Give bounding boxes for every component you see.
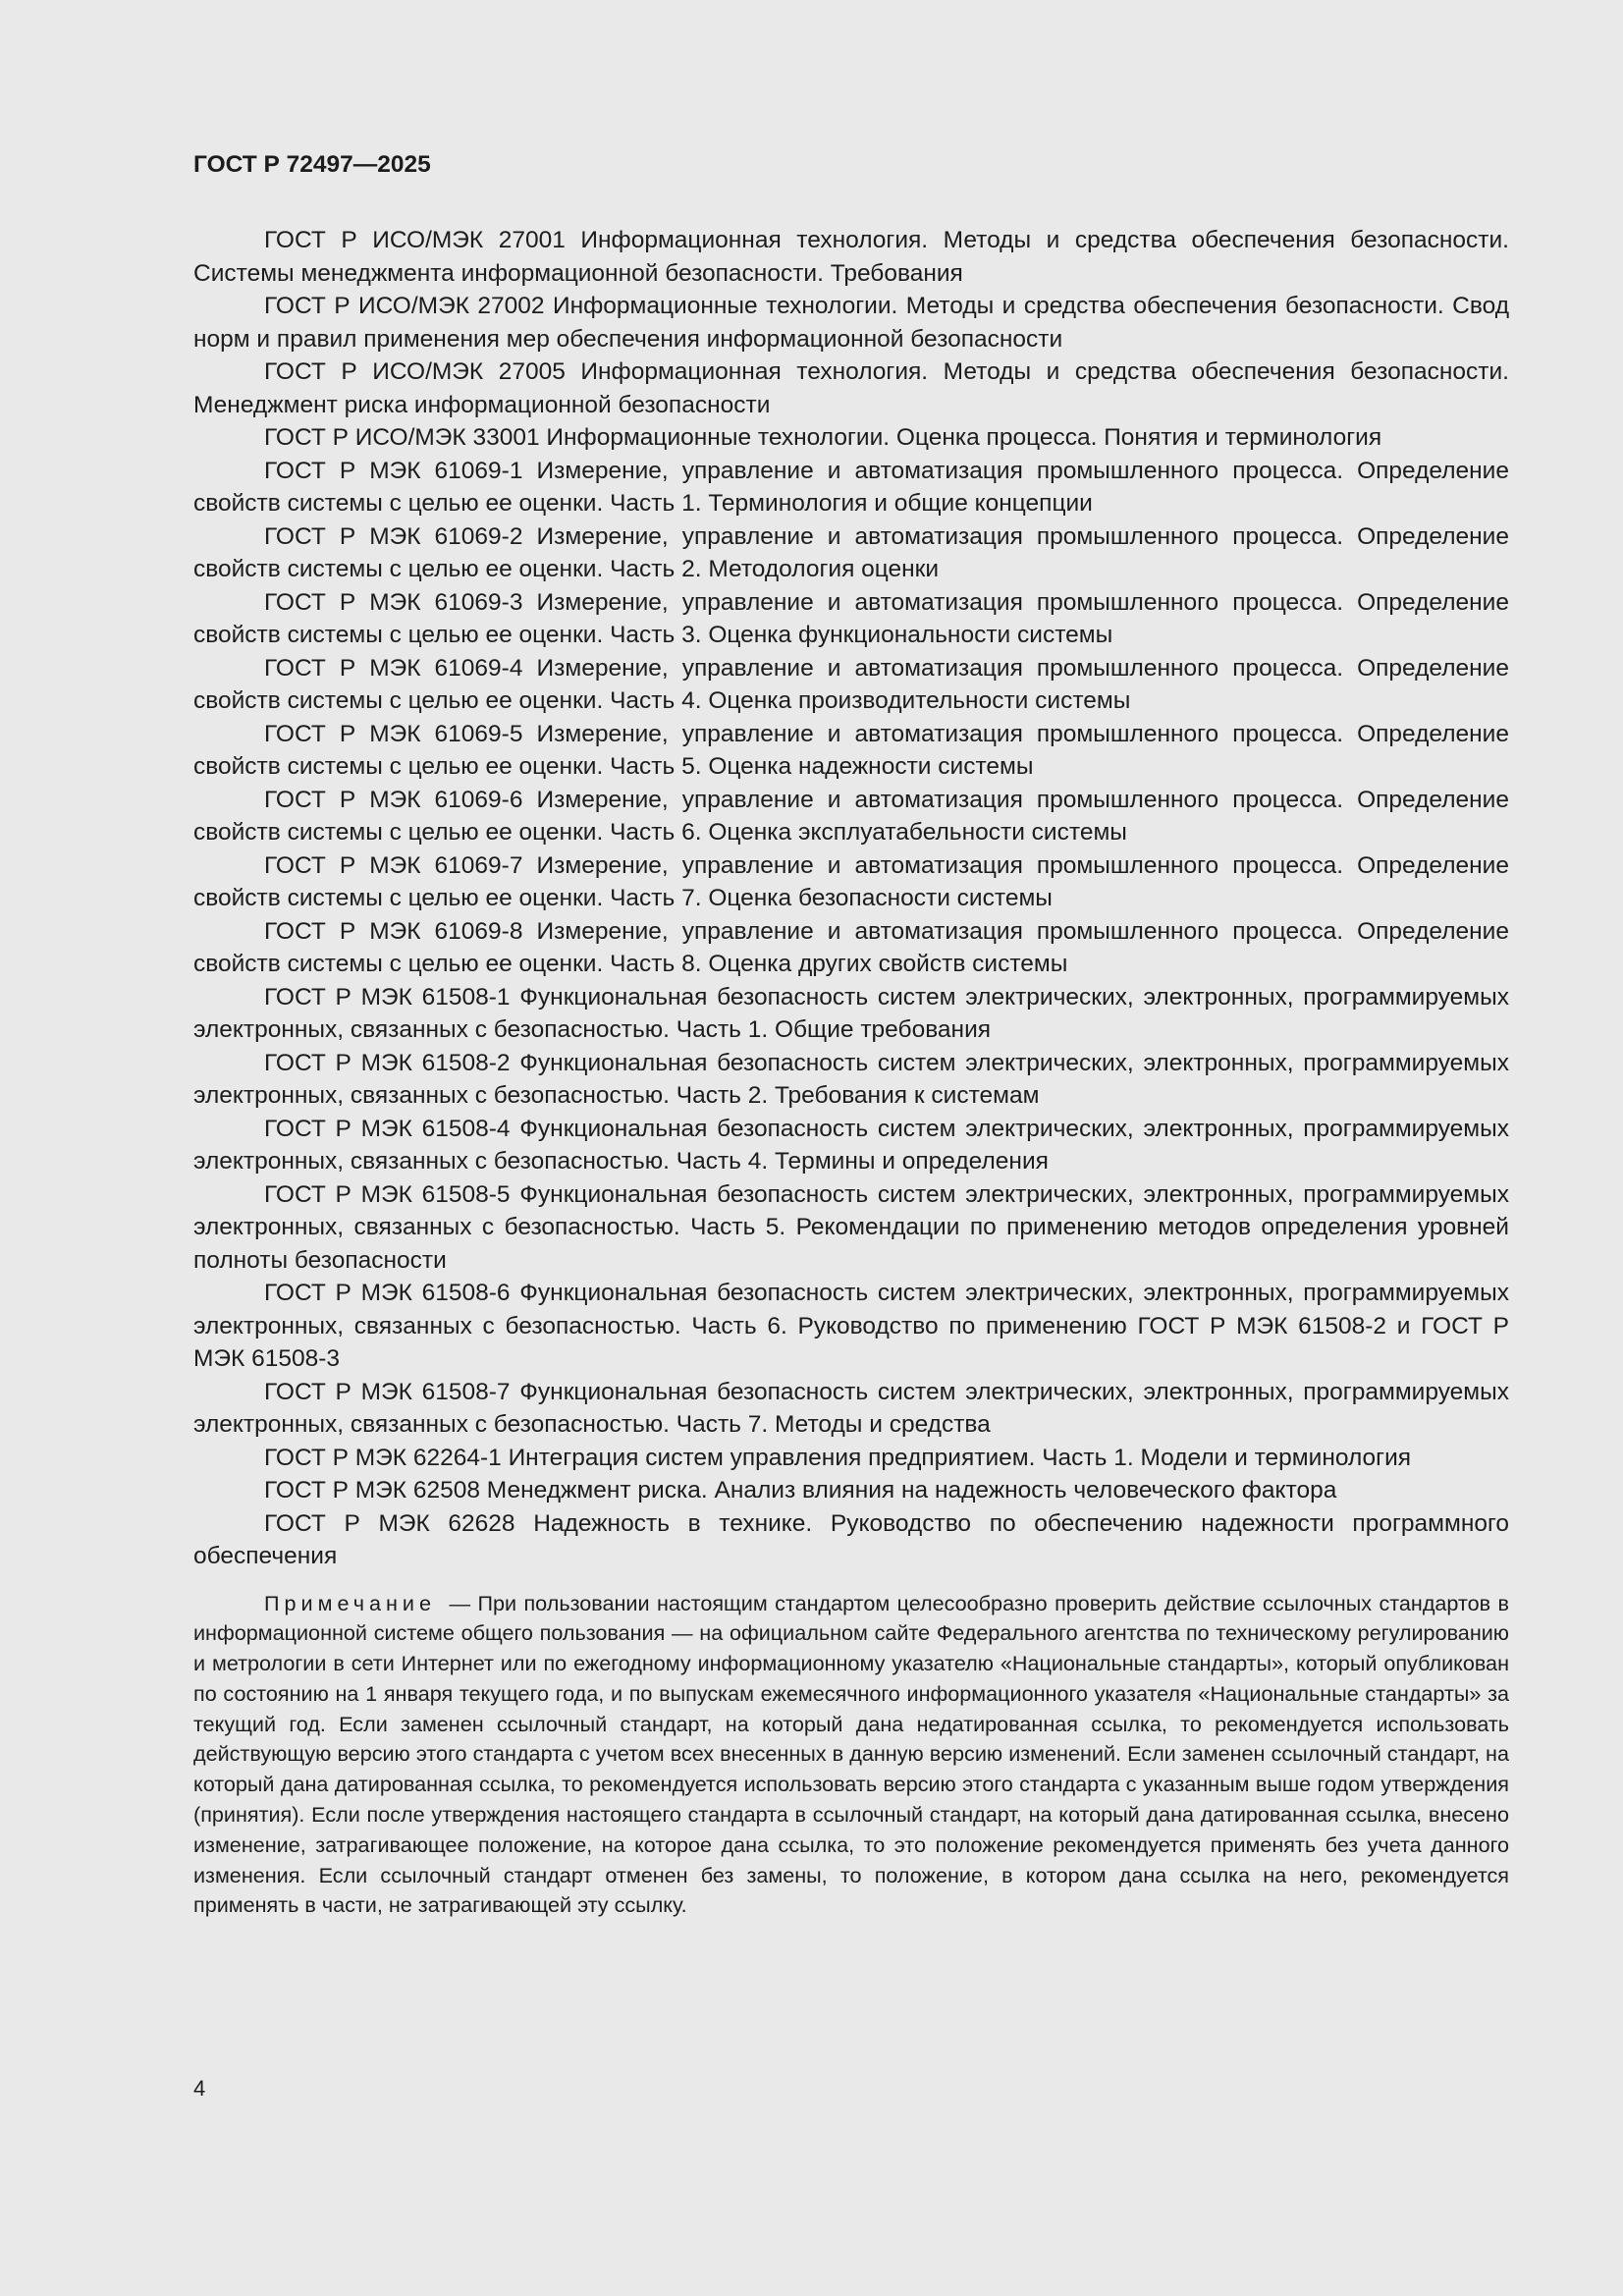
reference-item: ГОСТ Р МЭК 62264-1 Интеграция систем управления предприятием. Часть 1. Модели и терминология <box>264 1444 1412 1471</box>
normative-references-list <box>193 224 1509 1573</box>
reference-item: ГОСТ Р МЭК 61069-1 Измерение, управление и автоматизация промышленного процесса. Определение свойств системы с целью ее оценки. Часть 1. Терминология и общие концепции <box>193 457 1509 517</box>
reference-item: ГОСТ Р МЭК 61069-3 Измерение, управление и автоматизация промышленного процесса. Определение свойств системы с целью ее оценки. Часть 3. Оценка функциональности системы <box>193 588 1509 648</box>
reference-item: ГОСТ Р МЭК 61508-7 Функциональная безопасность систем электрических, электронных, программируемых электронных, связанных с безопасностью. Часть 7. Методы и средства <box>193 1378 1509 1438</box>
page-number: 4 <box>193 2076 206 2101</box>
reference-item: ГОСТ Р МЭК 61069-7 Измерение, управление и автоматизация промышленного процесса. Определение свойств системы с целью ее оценки. Часть 7. Оценка безопасности системы <box>193 851 1509 911</box>
note-paragraph <box>193 1589 1509 1922</box>
document-page <box>193 147 1509 1942</box>
note-label: Примечание <box>264 1590 436 1615</box>
reference-item: ГОСТ Р МЭК 61069-5 Измерение, управление и автоматизация промышленного процесса. Определение свойств системы с целью ее оценки. Часть 5. Оценка надежности системы <box>193 720 1509 780</box>
reference-item: ГОСТ Р ИСО/МЭК 27002 Информационные технологии. Методы и средства обеспечения безопасности. Свод норм и правил применения мер обеспечения информационной безопасности <box>193 293 1509 353</box>
reference-item: ГОСТ Р МЭК 61508-2 Функциональная безопасность систем электрических, электронных, программируемых электронных, связанных с безопасностью. Часть 2. Требования к системам <box>193 1049 1509 1109</box>
reference-item: ГОСТ Р МЭК 61069-2 Измерение, управление и автоматизация промышленного процесса. Определение свойств системы с целью ее оценки. Часть 2. Методология оценки <box>193 522 1509 582</box>
document-header: ГОСТ Р 72497—2025 <box>193 151 431 178</box>
reference-item: ГОСТ Р МЭК 61508-4 Функциональная безопасность систем электрических, электронных, программируемых электронных, связанных с безопасностью. Часть 4. Термины и определения <box>193 1115 1509 1175</box>
reference-item: ГОСТ Р ИСО/МЭК 27001 Информационная технология. Методы и средства обеспечения безопасности. Системы менеджмента информационной безопасности. Требования <box>193 227 1509 287</box>
reference-item: ГОСТ Р МЭК 61069-6 Измерение, управление и автоматизация промышленного процесса. Определение свойств системы с целью ее оценки. Часть 6. Оценка эксплуатабельности системы <box>193 786 1509 846</box>
reference-item: ГОСТ Р МЭК 62628 Надежность в технике. Руководство по обеспечению надежности программного обеспечения <box>193 1509 1509 1569</box>
reference-item: ГОСТ Р МЭК 61069-4 Измерение, управление и автоматизация промышленного процесса. Определение свойств системы с целью ее оценки. Часть 4. Оценка производительности системы <box>193 654 1509 714</box>
reference-item: ГОСТ Р ИСО/МЭК 27005 Информационная технология. Методы и средства обеспечения безопасности. Менеджмент риска информационной безопасности <box>193 358 1509 418</box>
reference-item: ГОСТ Р МЭК 61508-1 Функциональная безопасность систем электрических, электронных, программируемых электронных, связанных с безопасностью. Часть 1. Общие требования <box>193 983 1509 1043</box>
reference-item: ГОСТ Р МЭК 61508-6 Функциональная безопасность систем электрических, электронных, программируемых электронных, связанных с безопасностью. Часть 6. Руководство по применению ГОСТ Р МЭК 61508-2 и ГОСТ Р МЭК 61508-3 <box>193 1280 1509 1372</box>
reference-item: ГОСТ Р МЭК 61069-8 Измерение, управление и автоматизация промышленного процесса. Определение свойств системы с целью ее оценки. Часть 8. Оценка других свойств системы <box>193 917 1509 977</box>
reference-item: ГОСТ Р МЭК 61508-5 Функциональная безопасность систем электрических, электронных, программируемых электронных, связанных с безопасностью. Часть 5. Рекомендации по применению методов определения уровней полноты безопасности <box>193 1180 1509 1274</box>
note-text: — При пользовании настоящим стандартом целесообразно проверить действие ссылочных стандартов в информационной системе общего пользования — на официальном сайте Федерального агентства по техническому регулированию и метрологии в сети Интернет или по ежегодному информационному указателю «Национальные стандарты», который опубликован по состоянию на 1 января текущего года, и по выпускам ежемесячного информационного указателя «Национальные стандарты» за текущий год. Если заменен ссылочный стандарт, на который дана недатированная ссылка, то рекомендуется использовать действующую версию этого стандарта с учетом всех внесенных в данную версию изменений. Если заменен ссылочный стандарт, на который дана датированная ссылка, то рекомендуется использовать версию этого стандарта с указанным выше годом утверждения (принятия). Если после утверждения настоящего стандарта в ссылочный стандарт, на который дана датированная ссылка, внесено изменение, затрагивающее положение, на которое дана ссылка, то это положение рекомендуется применять без учета данного изменения. Если ссылочный стандарт отменен без замены, то положение, в котором дана ссылка на него, рекомендуется применять в части, не затрагивающей эту ссылку. <box>193 1590 1510 1918</box>
reference-item: ГОСТ Р ИСО/МЭК 33001 Информационные технологии. Оценка процесса. Понятия и терминология <box>264 424 1382 451</box>
reference-item: ГОСТ Р МЭК 62508 Менеджмент риска. Анализ влияния на надежность человеческого фактора <box>264 1477 1337 1503</box>
